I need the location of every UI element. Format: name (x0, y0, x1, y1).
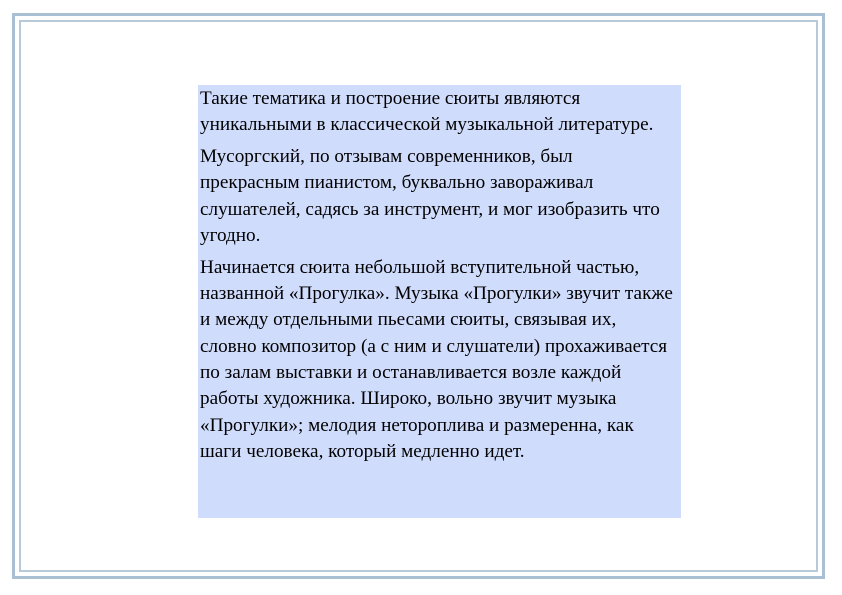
paragraph-mussorgsky: Мусоргский, по отзывам современников, был прекрасным пианистом, буквально завораживал слушателей, садясь за инструмент, и мог изобразить что угодно. (200, 146, 660, 246)
text-box (198, 85, 681, 518)
paragraph-promenade: Начинается сюита небольшой вступительной частью, названной «Прогулка». Музыка «Прогулки» звучит также и между отдельными пьесами сюиты, связывая их, словно композитор (а с ним и слушатели) прохаживается по залам выставки и останавливается возле каждой работы художника. Широко, вольно звучит музыка «Прогулки»; мелодия нетороплива и размеренна, как шаги человека, который медленно идет. (200, 256, 673, 462)
paragraph-intro: Такие тематика и построение сюиты являются уникальными в классической музыкальной литературе. (200, 88, 654, 136)
